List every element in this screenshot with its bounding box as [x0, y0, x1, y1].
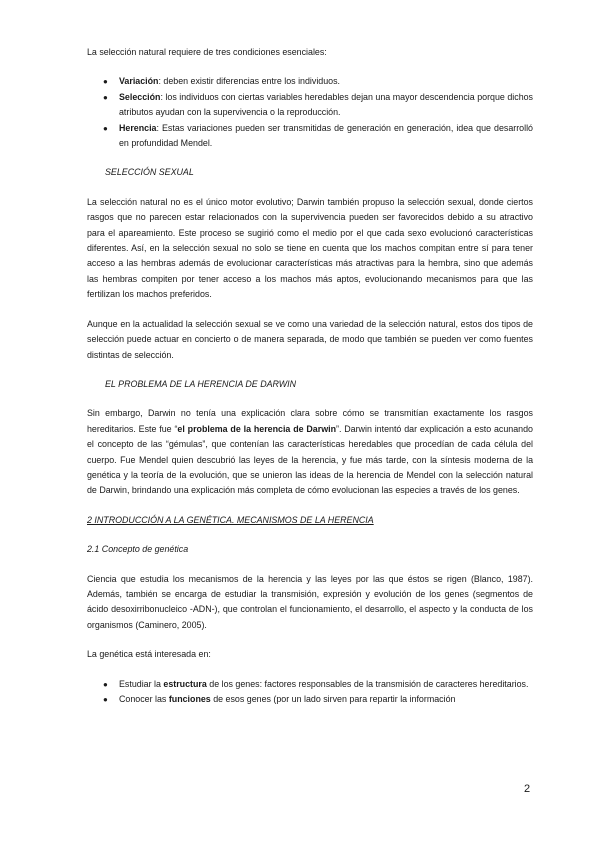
bullet-icon: ●	[103, 77, 108, 87]
subsection-heading: 2.1 Concepto de genética	[87, 544, 189, 555]
list-item	[87, 90, 533, 121]
term-description: deben existir diferencias entre los individuos.	[163, 76, 341, 87]
bold-term: funciones	[168, 694, 211, 704]
list-item	[87, 677, 533, 692]
term-variacion: Variación	[119, 76, 159, 87]
term-seleccion: Selección	[119, 91, 161, 102]
intro-text: La selección natural requiere de tres condiciones esenciales:	[87, 47, 327, 57]
term-herencia: Herencia	[119, 122, 157, 133]
text-run: Conocer las	[119, 694, 169, 704]
term-separator: :	[158, 76, 164, 87]
paragraph: Ciencia que estudia los mecanismos de la herencia y las leyes por las que éstos se rigen (Blanco, 1987). Además, también se encarga de estudiar la transmisión, expresión y evolución de los genes (segmentos de ácido desoxirribonucleico -ADN-), que controlan el funcionamiento, el desarrollo, el aspecto y la conducta de los organismos (Caminero, 2005).	[87, 573, 533, 630]
term-description: Estas variaciones pueden ser transmitidas de generación en generación, idea que desarrolló en profundidad Mendel.	[119, 122, 533, 149]
page-number: 2	[524, 783, 531, 795]
list-item	[87, 121, 533, 152]
paragraph: Aunque en la actualidad la selección sexual se ve como una variedad de la selección natural, estos dos tipos de selección puede actuar en concierto o de manera separada, de modo que también se pueden ver como fuentes distintas de selección.	[87, 318, 533, 360]
list-item	[87, 74, 533, 89]
conditions-list	[87, 74, 533, 151]
bullet-icon: ●	[103, 123, 108, 133]
term-separator: :	[156, 122, 163, 133]
term-separator: :	[160, 91, 166, 102]
text-run: ”. Darwin intentó dar explicación a esto acunando el concepto de las “gémulas”, que contenían las características heredables que procedían de cada célula del cuerpo. Fue Mendel quien descubrió las leyes de la herencia, y fue más tarde, con la síntesis moderna de la genética y la teoría de la evolución, que se unieron las ideas de la herencia de Mendel con la selección natural de Darwin, brindando una explicación más completa de cómo evolucionan las especies a través de los genes.	[87, 423, 533, 496]
paragraph: La selección natural no es el único motor evolutivo; Darwin también propuso la selección sexual, donde ciertos rasgos que no parecen estar relacionados con la supervivencia pueden ser favorecidos debido a su atractivo para el apareamiento. Este proceso se sugirió como el medio por el que cada sexo evolucionó características diferentes. Así, en la selección sexual no solo se tiene en cuenta que los machos compitan entre sí para tener acceso a las hembras además de evolucionar características más atractivas para la hembra, sino que además las hembras compiten por tener acceso a los machos más aptos, evolucionando mecanismos para que las fertilizan los machos preferidos.	[87, 196, 533, 300]
section-heading-darwin-problem: EL PROBLEMA DE LA HERENCIA DE DARWIN	[105, 378, 297, 389]
chapter-heading: 2 INTRODUCCIÓN A LA GENÉTICA. MECANISMOS DE LA HERENCIA	[87, 514, 374, 525]
genetics-interest-list	[87, 677, 533, 708]
bullet-icon: ●	[103, 92, 108, 102]
section-heading-sexual-selection: SELECCIÓN SEXUAL	[105, 167, 194, 178]
document-page	[87, 45, 533, 721]
paragraph: La genética está interesada en:	[87, 649, 211, 660]
text-run: de esos genes (por un lado sirven para repartir la información	[210, 694, 456, 704]
text-run: de los genes: factores responsables de la transmisión de caracteres hereditarios.	[206, 678, 529, 689]
bold-term: el problema de la herencia de Darwin	[177, 423, 336, 434]
paragraph	[87, 406, 533, 498]
text-run: Sin embargo, Darwin no tenía una explicación clara sobre cómo se transmitían exactamente los rasgos hereditarios. Este fue “	[87, 408, 533, 434]
bullet-icon: ●	[103, 695, 108, 704]
bullet-icon: ●	[103, 679, 108, 689]
text-run: Estudiar la	[119, 678, 164, 689]
term-description: los individuos con ciertas variables heredables dejan una mayor descendencia porque dichos atributos ayudan con la supervivencia o la reproducción.	[119, 91, 533, 118]
list-item	[87, 692, 533, 707]
bold-term: estructura	[163, 678, 207, 689]
